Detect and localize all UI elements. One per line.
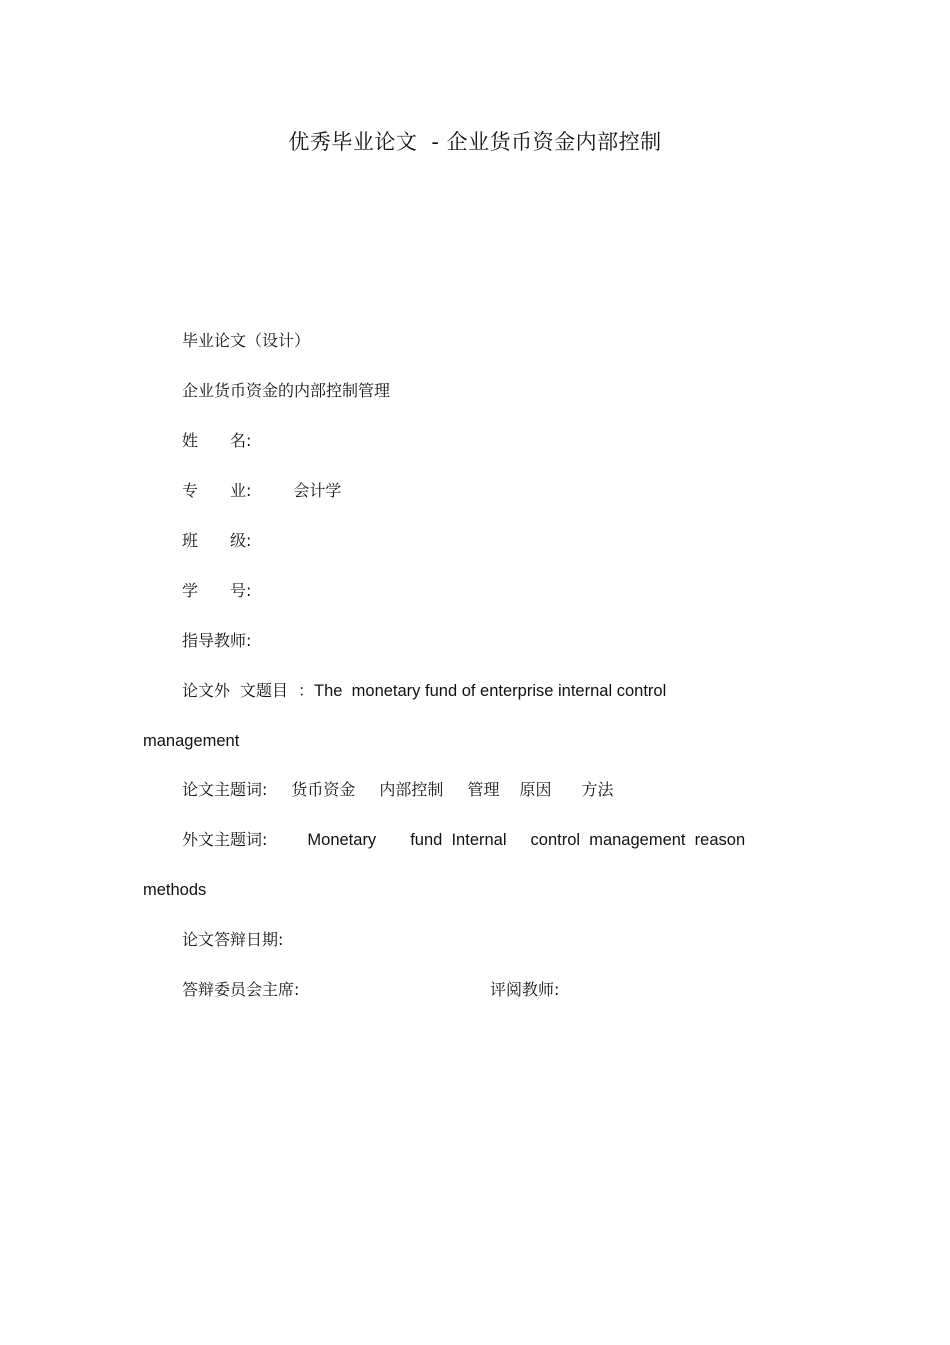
keyword-item: 货币资金 [291, 780, 356, 799]
sid-label-char1: 学 [182, 581, 199, 600]
keywords-field [182, 780, 613, 800]
foreign-keywords-label: 外文主题词: [182, 830, 268, 849]
foreign-title-label-b: 文题目 [240, 681, 289, 700]
major-value: 会计学 [293, 481, 342, 500]
foreign-keyword-b: fund Internal [410, 831, 507, 849]
class-label-char2: 级: [230, 531, 252, 550]
sid-label-char2: 号: [230, 581, 252, 600]
foreign-title-colon: ： [298, 681, 315, 700]
title-right: - 企业货币资金内部控制 [431, 130, 662, 154]
foreign-title-label-a: 论文外 [182, 681, 231, 700]
thesis-topic: 企业货币资金的内部控制管理 [182, 381, 391, 400]
major-label-char1: 专 [182, 481, 199, 500]
reviewer-field: 评阅教师: [490, 980, 560, 999]
name-label-char2: 名: [230, 431, 252, 450]
advisor-field: 指导教师: [182, 631, 252, 650]
name-label-char1: 姓 [182, 431, 199, 450]
keyword-item: 方法 [581, 780, 614, 799]
defense-date-field: 论文答辩日期: [182, 930, 284, 949]
foreign-keyword-a: Monetary [307, 831, 377, 849]
keyword-item: 内部控制 [379, 780, 444, 799]
keyword-item: 管理 [467, 780, 500, 799]
name-field [182, 431, 251, 451]
foreign-title-field [182, 681, 666, 701]
keyword-item: 原因 [519, 780, 552, 799]
student-id-field [182, 581, 251, 601]
foreign-keywords-line2: methods [143, 881, 207, 899]
class-field [182, 531, 251, 551]
title-left: 优秀毕业论文 [288, 130, 418, 154]
document-title [0, 126, 950, 156]
major-field [182, 481, 341, 501]
foreign-title-line1: The monetary fund of enterprise internal control [314, 682, 667, 700]
foreign-keyword-c: control management reason [530, 831, 746, 849]
major-label-char2: 业: [230, 481, 252, 500]
class-label-char1: 班 [182, 531, 199, 550]
committee-chair-field: 答辩委员会主席: [182, 980, 300, 999]
foreign-keywords-field [182, 830, 745, 850]
foreign-title-line2: management [143, 732, 240, 750]
thesis-type: 毕业论文（设计） [182, 331, 311, 350]
keywords-label: 论文主题词: [182, 780, 268, 799]
